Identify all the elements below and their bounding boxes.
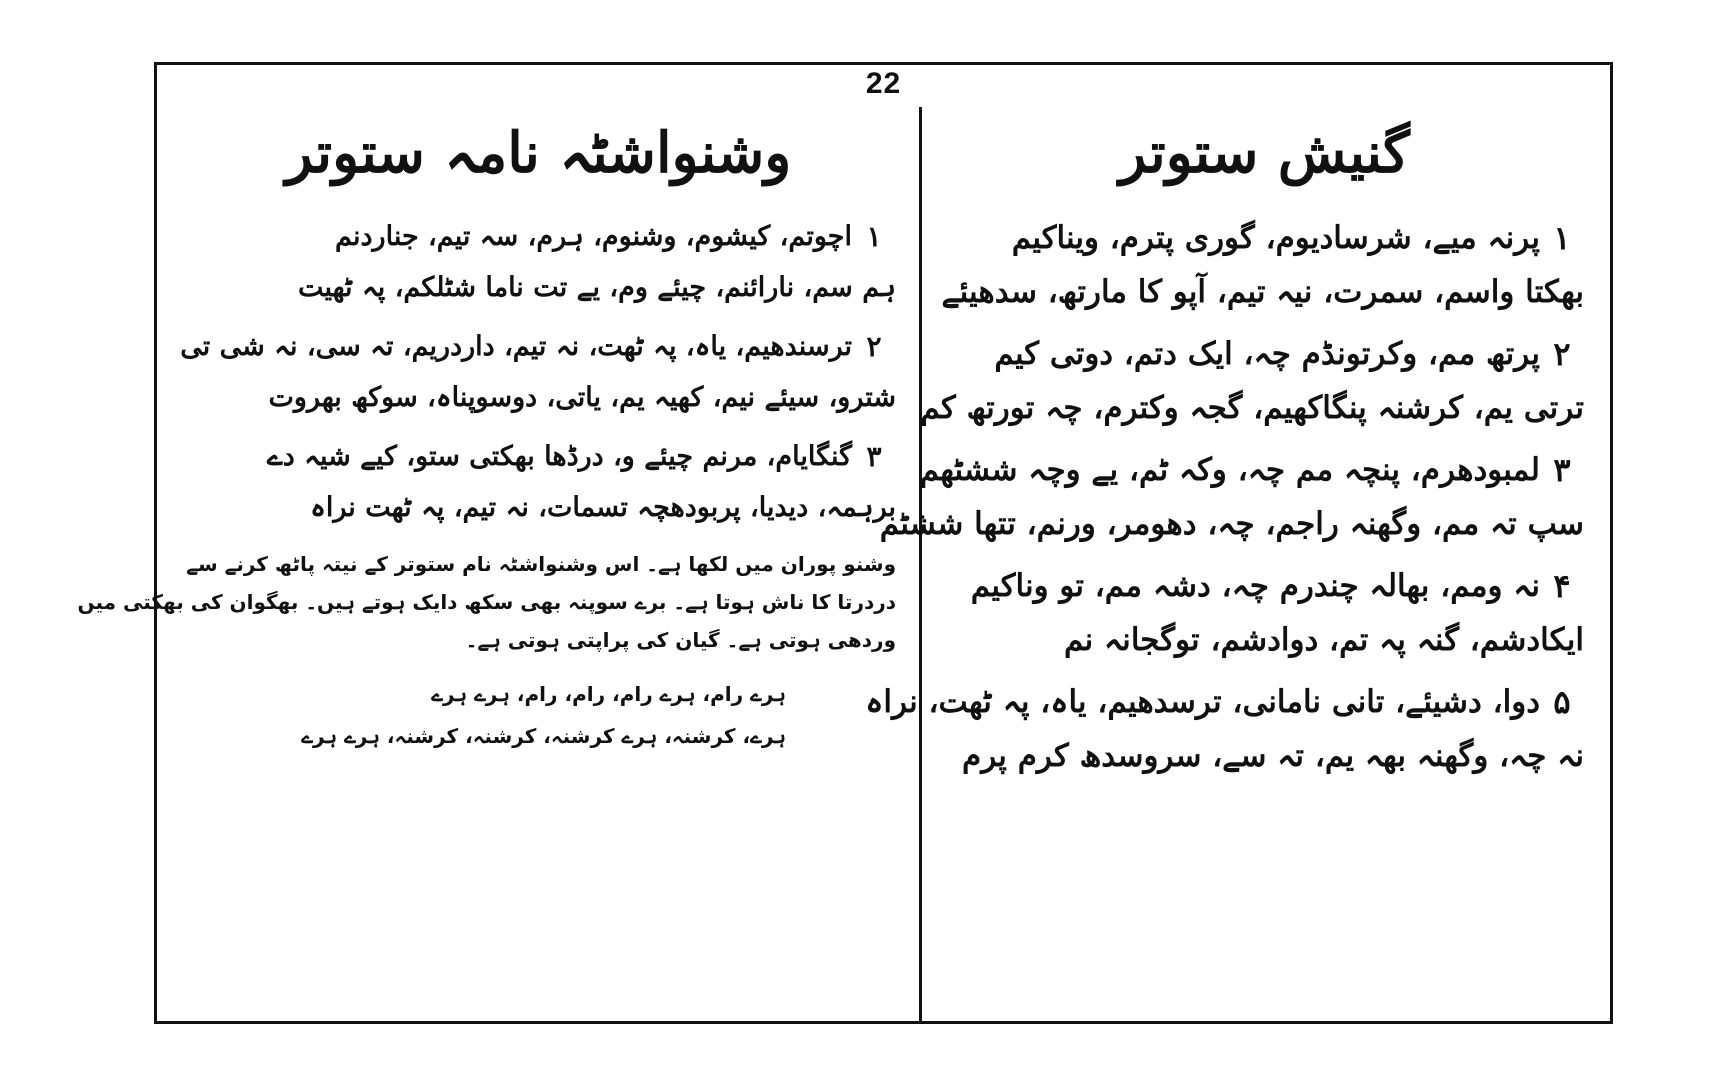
- paragraph-line: وشنو پوران میں لکھا ہے۔ اس وشنواشٹہ نام ستوتر کے نیتہ پاٹھ کرنے سے: [186, 552, 896, 577]
- verse-line: نہ چہ، وگھنہ بھہ یم، تہ سے، سروسدھ کرم پرم: [962, 738, 1584, 775]
- paragraph-line: دردرتا کا ناش ہوتا ہے۔ برے سوپنہ بھی سکھ دایک ہوتے ہیں۔ بھگوان کی بھکتی میں: [77, 590, 896, 615]
- verse: [181, 431, 896, 533]
- paragraph-line: وردھی ہوتی ہے۔ گیان کی پراپتی ہوتی ہے۔: [465, 628, 896, 653]
- left-column: [77, 120, 910, 1011]
- verse-line: ایکادشم، گنہ پہ تم، دوادشم، توگجانہ نم: [1063, 622, 1584, 659]
- verse-lines: [181, 431, 896, 533]
- verse-number: ۱: [1553, 219, 1571, 258]
- verse-number: ۴: [1553, 567, 1571, 606]
- verse-line: شترو، سیئے نیم، کھیہ یم، یاتی، دوسوپناہ، سوکھ بھروت: [268, 382, 896, 414]
- verse-lines: [879, 443, 1584, 551]
- verse: [181, 321, 896, 423]
- verse-number: ۳: [866, 440, 882, 474]
- verse-line: پرنہ میے، شرسادیوم، گوری پترم، ویناکیم: [1011, 220, 1540, 257]
- verse-lines: [941, 211, 1584, 319]
- verse-line: اچوتم، کیشوم، وشنوم، ہرم، سہ تیم، جناردنم: [335, 221, 852, 253]
- verse: [879, 443, 1584, 551]
- verse-lines: [945, 559, 1584, 667]
- verse-line: نہ ومم، بھالہ چندرم چہ، دشہ مم، تو وناکیم: [970, 568, 1540, 605]
- chant-line: ہرے رام، ہرے رام، رام، رام، ہرے ہرے: [431, 682, 786, 707]
- verse-line: برہمہ، دیدیا، پربودھچہ تسمات، نہ تیم، پہ ٹھت نراہ: [310, 492, 896, 524]
- explanatory-paragraph: [77, 545, 896, 659]
- verse: [945, 559, 1584, 667]
- verse-line: دوا، دشیئے، تانی نامانی، ترسدھیم، یاہ، پہ ٹھت، نراہ: [865, 684, 1540, 721]
- verse-number: ۱: [866, 220, 882, 254]
- chant-line: ہرے، کرشنہ، ہرے کرشنہ، کرشنہ، کرشنہ، ہرے ہرے: [301, 724, 786, 749]
- verse: [920, 327, 1584, 435]
- left-column-title: وشنواشٹہ نامہ ستوتر: [285, 120, 792, 186]
- verse-number: ۲: [866, 330, 882, 364]
- verse-line: لمبودھرم، پنچہ مم چہ، وکہ ٹم، یے وچہ ششٹھم: [919, 452, 1540, 489]
- right-column: [865, 120, 1598, 1011]
- page-number: 22: [865, 67, 902, 100]
- verse-line: ہم سم، نارائنم، چیئے وم، یے تت ناما شٹلکم، پہ ٹھیت: [297, 272, 896, 304]
- verse-line: گنگایام، مرنم چیئے و، درڈھا بھکتی ستو، کیے شیہ دے: [266, 441, 852, 473]
- verse-lines: [920, 327, 1584, 435]
- verse: [181, 211, 896, 313]
- verse-line: بھکتا واسم، سمرت، نیہ تیم، آپو کا مارتھ، سدھیئے: [941, 274, 1584, 311]
- verse-number: ۵: [1553, 683, 1571, 722]
- verse-lines: [180, 321, 896, 423]
- verse: [941, 211, 1584, 319]
- verse-lines: [181, 211, 896, 313]
- right-column-title: گنیش ستوتر: [1119, 120, 1410, 186]
- verse-number: ۳: [1553, 451, 1571, 490]
- verse-lines: [865, 675, 1584, 783]
- verse: [865, 675, 1584, 783]
- page-frame: [77, 62, 1613, 1024]
- column-divider: [919, 107, 922, 1021]
- verse-line: پرتھ مم، وکرتونڈم چہ، ایک دتم، دوتی کیم: [994, 336, 1540, 373]
- verse-line: سپ تہ مم، وگھنہ راجم، چہ، دھومر، ورنم، تتھا ششٹم: [879, 506, 1584, 543]
- verse-line: ترسندھیم، یاہ، پہ ٹھت، نہ تیم، داردریم، تہ سی، نہ شی تی: [180, 331, 852, 363]
- chant-block: [181, 673, 896, 757]
- verse-line: ترتی یم، کرشنہ پنگاکھیم، گجہ وکترم، چہ تورتھ کم: [920, 390, 1584, 427]
- verse-number: ۲: [1553, 335, 1571, 374]
